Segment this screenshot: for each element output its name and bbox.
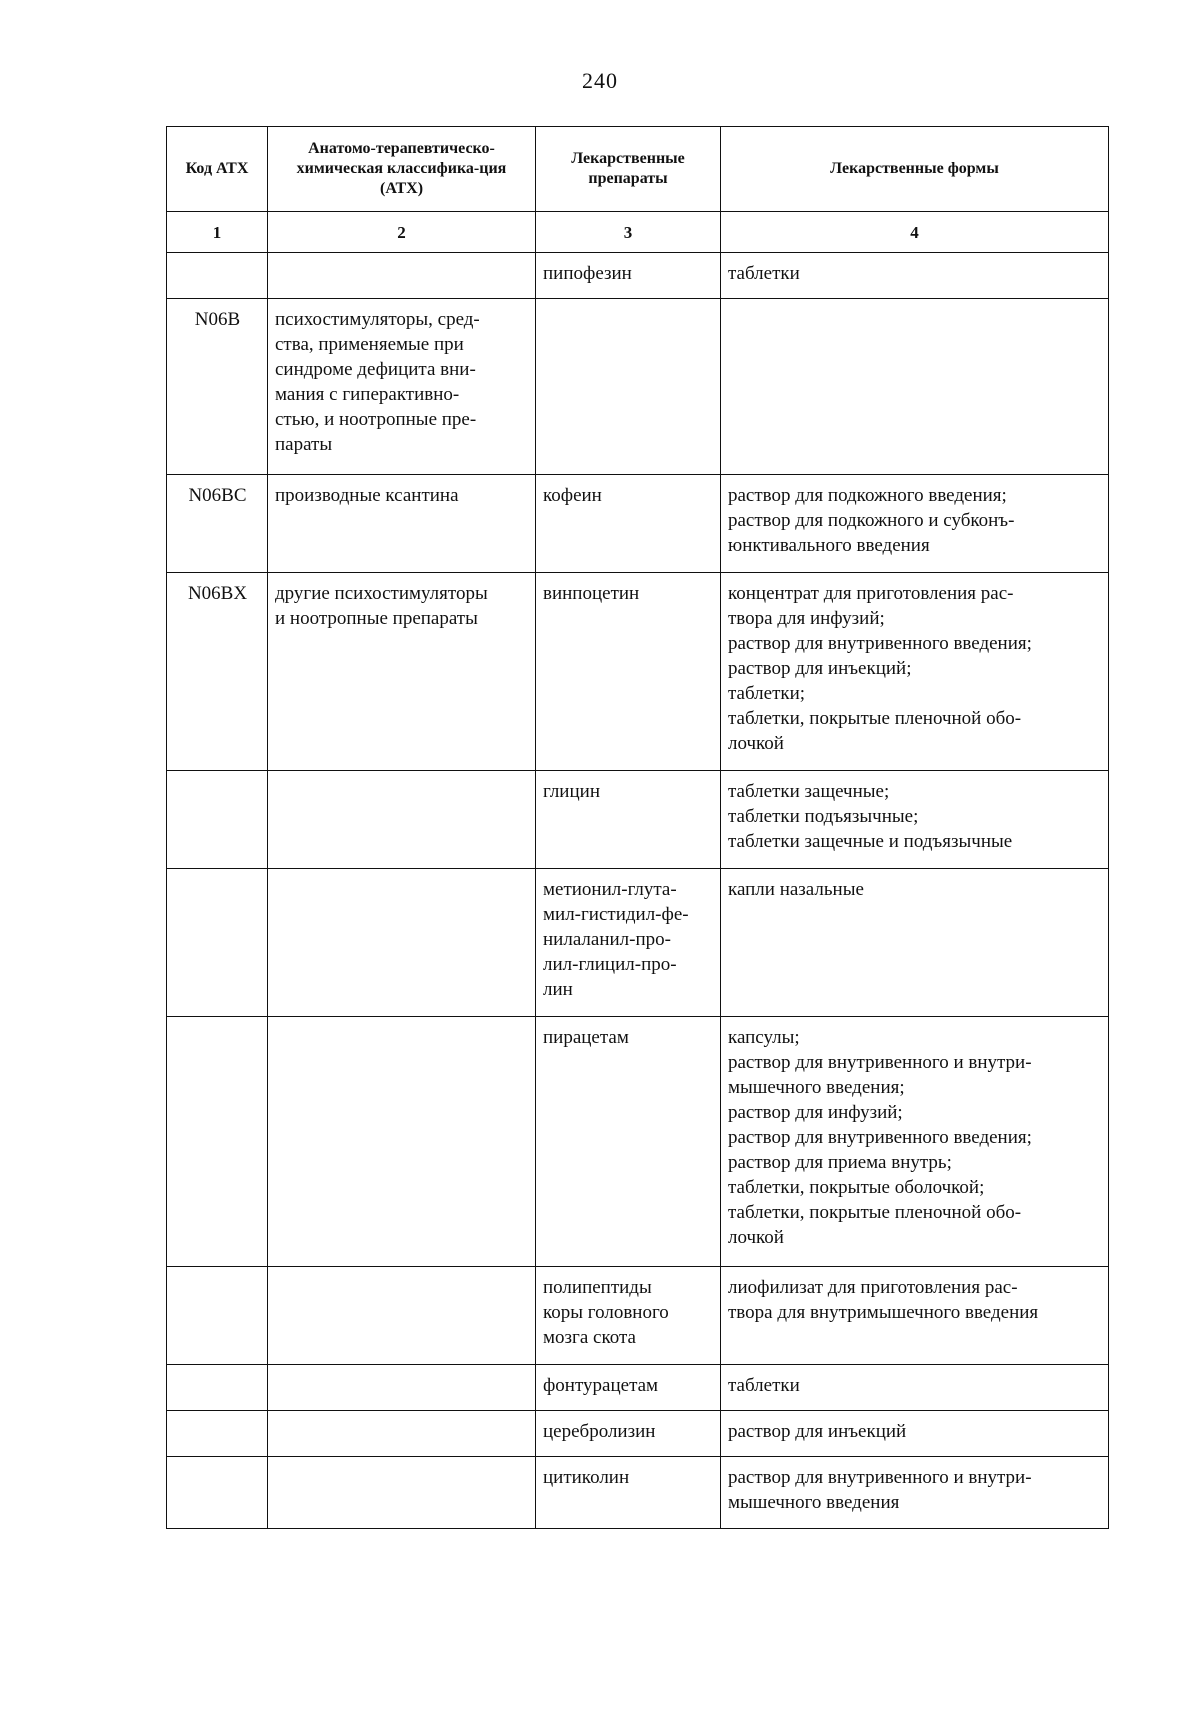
dosage-forms-cell [721,573,1109,771]
dosage-forms-cell [721,1365,1109,1411]
dosage-forms-cell [721,869,1109,1017]
classification-cell [268,573,536,771]
table-row [167,869,1109,1017]
cell-text-line: метионил-глута- [543,879,677,900]
cell-text-line: параты [275,434,333,455]
drug-name-cell [536,1267,721,1365]
atc-code-cell [167,1365,268,1411]
classification-cell [268,1267,536,1365]
dosage-forms-cell [721,1457,1109,1529]
cell-text-line: юнктивального введения [728,535,930,556]
cell-text-line: капсулы; [728,1027,800,1048]
cell-text-line: и ноотропные препараты [275,608,478,629]
cell-text-line: раствор для приема внутрь; [728,1152,952,1173]
drug-name-cell [536,299,721,475]
cell-text-line: полипептиды [543,1277,652,1298]
column-number: 1 [167,212,268,253]
cell-text-line: таблетки защечные и подъязычные [728,831,1013,852]
classification-cell [268,1365,536,1411]
cell-text-line: фонтурацетам [543,1375,659,1396]
cell-text-line: раствор для внутривенного введения; [728,633,1032,654]
cell-text-line: мышечного введения; [728,1077,905,1098]
table-row [167,1411,1109,1457]
cell-text-line: таблетки, покрытые оболочкой; [728,1177,985,1198]
classification-cell [268,1017,536,1267]
cell-text-line: твора для внутримышечного введения [728,1302,1039,1323]
cell-text-line: синдроме дефицита вни- [275,359,476,380]
dosage-forms-cell [721,253,1109,299]
table-row [167,1365,1109,1411]
cell-text-line: лиофилизат для приготовления рас- [728,1277,1018,1298]
table-row [167,771,1109,869]
table-header [167,127,1109,253]
cell-text-line: мышечного введения [728,1492,900,1513]
atc-code-cell: N06B [167,299,268,475]
cell-text-line: капли назальные [728,879,864,900]
cell-text-line: таблетки [728,263,800,284]
cell-text-line: нилаланил-про- [543,929,671,950]
cell-text-line: раствор для внутривенного и внутри- [728,1052,1032,1073]
atc-code-cell [167,253,268,299]
atc-code-cell [167,1017,268,1267]
drug-name-cell [536,475,721,573]
drug-name-cell [536,1017,721,1267]
cell-text-line: таблетки; [728,683,806,704]
drug-name-cell [536,1411,721,1457]
cell-text-line: раствор для внутривенного и внутри- [728,1467,1032,1488]
dosage-forms-cell [721,771,1109,869]
cell-text-line: мил-гистидил-фе- [543,904,689,925]
cell-text-line: мозга скота [543,1327,636,1348]
atc-code-cell [167,1457,268,1529]
cell-text-line: таблетки подъязычные; [728,806,919,827]
cell-text-line: таблетки, покрытые пленочной обо- [728,708,1022,729]
cell-text-line: церебролизин [543,1421,656,1442]
drug-name-cell [536,869,721,1017]
cell-text-line: пирацетам [543,1027,629,1048]
atc-code-cell: N06BX [167,573,268,771]
table-row [167,1017,1109,1267]
dosage-forms-cell [721,1267,1109,1365]
cell-text-line: лочкой [728,1227,784,1248]
classification-cell [268,1457,536,1529]
classification-cell [268,299,536,475]
cell-text-line: пипофезин [543,263,632,284]
cell-text-line: мания с гиперактивно- [275,384,460,405]
column-number: 2 [268,212,536,253]
drug-name-cell [536,1365,721,1411]
cell-text-line: таблетки защечные; [728,781,890,802]
header-classification: Анатомо-терапевтическо-химическая классифика-ция (АТХ) [268,127,536,212]
column-number-row [167,212,1109,253]
header-drugs: Лекарственные препараты [536,127,721,212]
drug-name-cell [536,1457,721,1529]
header-forms: Лекарственные формы [721,127,1109,212]
classification-cell [268,475,536,573]
cell-text-line: раствор для подкожного и субконъ- [728,510,1015,531]
cell-text-line: раствор для инфузий; [728,1102,903,1123]
cell-text-line: винпоцетин [543,583,640,604]
cell-text-line: раствор для подкожного введения; [728,485,1007,506]
cell-text-line: лил-глицил-про- [543,954,677,975]
cell-text-line: ства, применяемые при [275,334,464,355]
column-number: 3 [536,212,721,253]
dosage-forms-cell [721,299,1109,475]
atc-code-cell: N06BC [167,475,268,573]
cell-text-line: производные ксантина [275,485,459,506]
table-row [167,1267,1109,1365]
dosage-forms-cell [721,1411,1109,1457]
header-row [167,127,1109,212]
table-row [167,299,1109,475]
classification-cell [268,1411,536,1457]
cell-text-line: коры головного [543,1302,669,1323]
table-row [167,1457,1109,1529]
cell-text-line: кофеин [543,485,602,506]
drug-name-cell [536,573,721,771]
table-row [167,573,1109,771]
dosage-forms-cell [721,1017,1109,1267]
atc-code-cell [167,1411,268,1457]
cell-text-line: таблетки, покрытые пленочной обо- [728,1202,1022,1223]
cell-text-line: лочкой [728,733,784,754]
table-row [167,253,1109,299]
cell-text-line: стью, и ноотропные пре- [275,409,477,430]
drug-name-cell [536,253,721,299]
cell-text-line: раствор для инъекций [728,1421,907,1442]
classification-cell [268,253,536,299]
table-row [167,475,1109,573]
atc-code-cell [167,869,268,1017]
cell-text-line: раствор для инъекций; [728,658,912,679]
classification-cell [268,771,536,869]
header-code: Код АТХ [167,127,268,212]
table-body [167,253,1109,1529]
dosage-forms-cell [721,475,1109,573]
cell-text-line: твора для инфузий; [728,608,885,629]
cell-text-line: таблетки [728,1375,800,1396]
cell-text-line: раствор для внутривенного введения; [728,1127,1032,1148]
column-number: 4 [721,212,1109,253]
atc-code-cell [167,1267,268,1365]
cell-text-line: лин [543,979,573,1000]
atc-code-cell [167,771,268,869]
cell-text-line: психостимуляторы, сред- [275,309,480,330]
classification-cell [268,869,536,1017]
cell-text-line: цитиколин [543,1467,630,1488]
cell-text-line: глицин [543,781,600,802]
drug-name-cell [536,771,721,869]
cell-text-line: концентрат для приготовления рас- [728,583,1014,604]
atc-table [166,126,1109,1529]
page-number: 240 [582,68,618,93]
cell-text-line: другие психостимуляторы [275,583,488,604]
